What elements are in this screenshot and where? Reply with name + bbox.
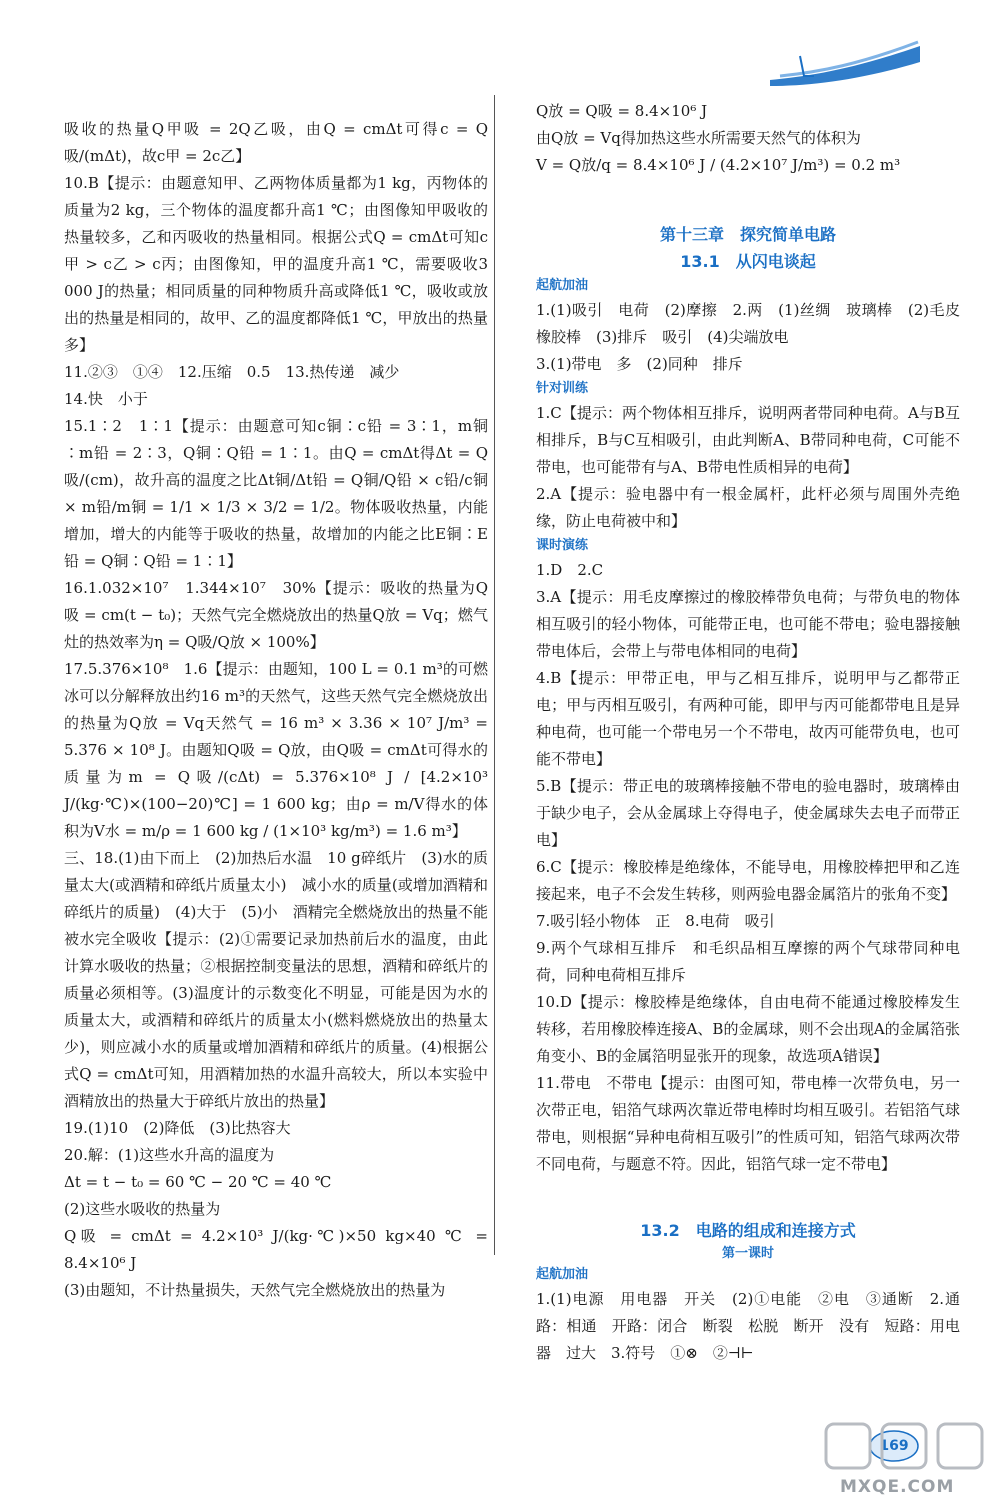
- page-number: 169: [879, 1438, 909, 1454]
- answer-paragraph: 1.(1)电源 用电器 开关 (2)①电能 ②电 ③通断 2.通路：相通 开路：闭合 断裂 松脱 断开 没有 短路：用电器 过大 3.符号 ①⊗ ②⊣⊢: [536, 1290, 960, 1362]
- answer-paragraph: 3.A【提示：用毛皮摩擦过的橡胶棒带负电荷；与带负电的物体相互吸引的轻小物体，可能带正电，也可能不带电；验电器接触带电体后，会带上与带电体相同的电荷】: [536, 588, 960, 660]
- section-title: 13.1 从闪电谈起: [680, 252, 816, 271]
- section-title: 13.2 电路的组成和连接方式: [640, 1221, 856, 1240]
- answer-paragraph: 14.快 小于: [64, 390, 148, 408]
- answer-paragraph: 7.吸引轻小物体 正 8.电荷 吸引: [536, 912, 775, 930]
- column-divider: [494, 95, 495, 1255]
- answer-paragraph: 15.1∶2 1∶1【提示：由题意可知c铜∶c铅 = 3∶1，m铜∶m铅 = 2∶3，Q铜∶Q铅 = 1∶1。由Q = cmΔt得Δt = Q吸/(cm)，故升高的温度之比Δt铜/Δt铅 = Q铜/Q铅 × c铅/c铜 × m铅/m铜 = 1/1 × 1/3 × 3/2 = 1/2。物体吸收热量，内能增加，增大的内能等于吸收的热量，故增加的内能之比E铜∶E铅 = Q铜∶Q铅 = 1∶1】: [64, 417, 488, 570]
- header-swoosh-decoration: [770, 36, 920, 92]
- right-column: [536, 98, 976, 1367]
- answer-paragraph: Q放 = Q吸 = 8.4×10⁶ J: [536, 102, 708, 120]
- answer-paragraph: 三、18.(1)由下而上 (2)加热后水温 10 g碎纸片 (3)水的质量太大(或酒精和碎纸片质量太小) 减小水的质量(或增加酒精和碎纸片的质量) (4)大于 (5)小 酒精完全燃烧放出的热量不能被水完全吸收【提示：(2)①需要记录加热前后水的温度，由此计算水吸收的热量；②根据控制变量法的思想，酒精和碎纸片的质量必须相等。(3)温度计的示数变化不明显，可能是因为水的质量太大，或酒精和碎纸片的质量太小(燃料燃烧放出的热量太少)，则应减小水的质量或增加酒精和碎纸片的质量。(4)根据公式Q = cmΔt可知，用酒精加热的水温升高较大，所以本实验中酒精放出的热量大于碎纸片放出的热量】: [64, 849, 488, 1110]
- watermark-text: MXQE.COM: [840, 1477, 955, 1497]
- chapter-title: 第十三章 探究简单电路: [659, 225, 836, 244]
- answer-paragraph: 由Q放 = Vq得加热这些水所需要天然气的体积为: [536, 129, 861, 147]
- answer-paragraph: 19.(1)10 (2)降低 (3)比热容大: [64, 1119, 291, 1137]
- answer-paragraph: (3)由题知，不计热量损失，天然气完全燃烧放出的热量为: [64, 1281, 446, 1299]
- answer-paragraph: 11.带电 不带电【提示：由图可知，带电棒一次带负电，另一次带正电，铝箔气球两次靠近带电棒时均相互吸引。若铝箔气球带电，则根据“异种电荷相互吸引”的性质可知，铝箔气球两次带不同电荷，与题意不符。因此，铝箔气球一定不带电】: [536, 1074, 960, 1173]
- subsection-heading: 起航加油: [536, 1267, 589, 1282]
- answer-paragraph: 3.(1)带电 多 (2)同种 排斥: [536, 355, 743, 373]
- answer-paragraph: 吸收的热量Q甲吸 = 2Q乙吸，由Q = cmΔt可得c = Q吸/(mΔt)，故c甲 = 2c乙】: [64, 120, 488, 165]
- subsection-heading: 针对训练: [536, 381, 589, 396]
- lesson-heading: 第一课时: [721, 1246, 774, 1261]
- left-column: [64, 116, 488, 1304]
- answer-paragraph: 1.C【提示：两个物体相互排斥，说明两者带同种电荷。A与B互相排斥，B与C互相吸引，由此判断A、B带同种电荷，C可能不带电，也可能带有与A、B带电性质相异的电荷】: [536, 404, 960, 476]
- answer-paragraph: 10.B【提示：由题意知甲、乙两物体质量都为1 kg，丙物体的质量为2 kg，三个物体的温度都升高1 ℃；由图像知甲吸收的热量较多，乙和丙吸收的热量相同。根据公式Q = cmΔt可知c甲 > c乙 > c丙；由图像知，甲的温度升高1 ℃，需要吸收3 000 J的热量；相同质量的同种物质升高或降低1 ℃，吸收或放出的热量是相同的，故甲、乙的温度都降低1 ℃，甲放出的热量多】: [64, 174, 488, 354]
- answer-paragraph: 2.A【提示：验电器中有一根金属杆，此杆必须与周围外壳绝缘，防止电荷被中和】: [536, 485, 960, 530]
- answer-paragraph: 11.②③ ①④ 12.压缩 0.5 13.热传递 减少: [64, 363, 400, 381]
- subsection-heading: 课时演练: [536, 538, 589, 553]
- answer-paragraph: 4.B【提示：甲带正电，甲与乙相互排斥，说明甲与乙都带正电；甲与丙相互吸引，有两种可能，即甲与丙可能都带电且是异种电荷，也可能一个带电另一个不带电，故丙可能带负电，也可能不带电】: [536, 669, 960, 768]
- answer-paragraph: 1.D 2.C: [536, 561, 604, 579]
- answer-paragraph: 6.C【提示：橡胶棒是绝缘体，不能导电，用橡胶棒把甲和乙连接起来，电子不会发生转移，则两验电器金属箔片的张角不变】: [536, 858, 960, 903]
- answer-paragraph: Δt = t − t₀ = 60 ℃ − 20 ℃ = 40 ℃: [64, 1173, 332, 1191]
- answer-paragraph: Q吸 = cmΔt = 4.2×10³ J/(kg·℃)×50 kg×40 ℃ = 8.4×10⁶ J: [64, 1227, 488, 1272]
- subsection-heading: 起航加油: [536, 278, 589, 293]
- answer-paragraph: 17.5.376×10⁸ 1.6【提示：由题知，100 L = 0.1 m³的可燃冰可以分解释放出约16 m³的天然气，这些天然气完全燃烧放出的热量为Q放 = Vq天然气 = 16 m³ × 3.36 × 10⁷ J/m³ = 5.376 × 10⁸ J。由题知Q吸 = Q放，由Q吸 = cmΔt可得水的质量为m = Q吸/(cΔt) = 5.376×10⁸ J / [4.2×10³ J/(kg·℃)×(100−20)℃] = 1 600 kg；由ρ = m/V得水的体积为V水 = m/ρ = 1 600 kg / (1×10³ kg/m³) = 1.6 m³】: [64, 660, 488, 840]
- answer-paragraph: V = Q放/q = 8.4×10⁶ J / (4.2×10⁷ J/m³) = 0.2 m³: [536, 156, 901, 174]
- answer-paragraph: 20.解：(1)这些水升高的温度为: [64, 1146, 275, 1164]
- answer-paragraph: 9.两个气球相互排斥 和毛织品相互摩擦的两个气球带同种电荷，同种电荷相互排斥: [536, 939, 960, 984]
- answer-paragraph: 10.D【提示：橡胶棒是绝缘体，自由电荷不能通过橡胶棒发生转移，若用橡胶棒连接A、B的金属球，则不会出现A的金属箔张角变小、B的金属箔明显张开的现象，故选项A错误】: [536, 993, 960, 1065]
- answer-paragraph: 1.(1)吸引 电荷 (2)摩擦 2.两 (1)丝绸 玻璃棒 (2)毛皮 橡胶棒 (3)排斥 吸引 (4)尖端放电: [536, 301, 976, 346]
- answer-paragraph: 16.1.032×10⁷ 1.344×10⁷ 30%【提示：吸收的热量为Q吸 = cm(t − t₀)；天然气完全燃烧放出的热量Q放 = Vq；燃气灶的热效率为η = Q吸/Q放 × 100%】: [64, 579, 488, 651]
- answer-paragraph: (2)这些水吸收的热量为: [64, 1200, 221, 1218]
- answer-paragraph: 5.B【提示：带正电的玻璃棒接触不带电的验电器时，玻璃棒由于缺少电子，会从金属球上夺得电子，使金属球失去电子而带正电】: [536, 777, 960, 849]
